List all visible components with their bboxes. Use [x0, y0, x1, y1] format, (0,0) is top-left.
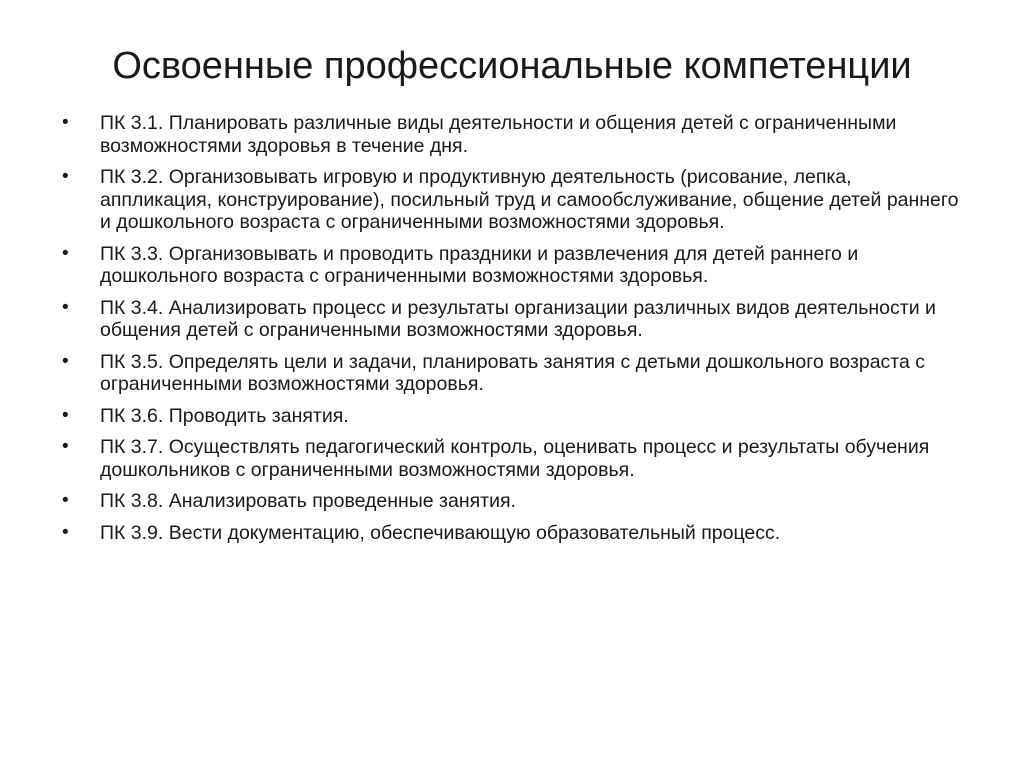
list-item-text: ПК 3.2. Организовывать игровую и продуктивную деятельность (рисование, лепка, аппликация, конструирование), посильный труд и самообслуживание, общение детей раннего и дошкольного возраста с ограниченными возможностями здоровья.: [100, 166, 959, 233]
list-item-text: ПК 3.4. Анализировать процесс и результаты организации различных видов деятельности и общения детей с ограниченными возможностями здоровья.: [100, 296, 936, 341]
list-item: [62, 297, 962, 342]
competency-list: [62, 112, 962, 553]
bullet-icon: •: [62, 490, 69, 511]
bullet-icon: •: [62, 112, 69, 133]
list-item-text: ПК 3.7. Осуществлять педагогический контроль, оценивать процесс и результаты обучения дошкольников с ограниченными возможностями здоровья.: [100, 436, 930, 481]
list-item-text: ПК 3.1. Планировать различные виды деятельности и общения детей с ограниченными возможностями здоровья в течение дня.: [100, 112, 897, 157]
list-item-text: ПК 3.6. Проводить занятия.: [100, 404, 349, 427]
list-item: [62, 405, 962, 428]
bullet-icon: •: [62, 242, 69, 264]
list-item: [62, 243, 962, 288]
list-item-text: ПК 3.9. Вести документацию, обеспечивающую образовательный процесс.: [100, 521, 781, 544]
list-item-text: ПК 3.8. Анализировать проведенные занятия.: [100, 490, 516, 512]
list-item-text: ПК 3.3. Организовывать и проводить праздники и развлечения для детей раннего и дошкольного возраста с ограниченными возможностями здоровья.: [100, 242, 859, 287]
bullet-icon: •: [62, 166, 69, 187]
bullet-icon: •: [62, 521, 69, 543]
list-item-text: ПК 3.5. Определять цели и задачи, планировать занятия с детьми дошкольного возраста с ограниченными возможностями здоровья.: [100, 350, 926, 395]
list-item: [62, 490, 962, 513]
bullet-icon: •: [62, 350, 69, 372]
bullet-icon: •: [62, 404, 69, 426]
list-item: [62, 166, 962, 234]
list-item: [62, 351, 962, 396]
list-item: [62, 112, 962, 157]
bullet-icon: •: [62, 296, 69, 318]
bullet-icon: •: [62, 436, 69, 457]
list-item: [62, 436, 962, 481]
slide-title: Освоенные профессиональные компетенции: [112, 45, 912, 87]
list-item: [62, 522, 962, 545]
